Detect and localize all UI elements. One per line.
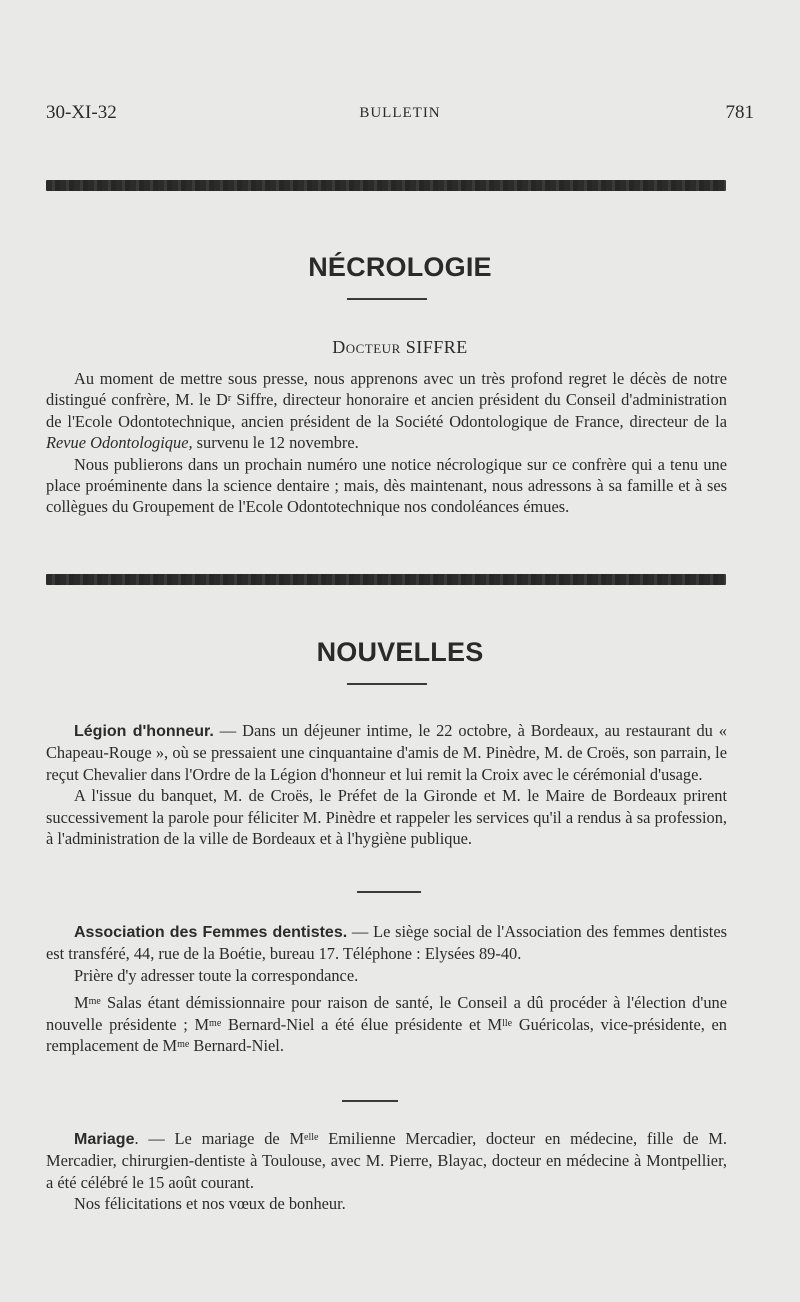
news-separator — [342, 1100, 398, 1102]
news-lead: Légion d'honneur. — [74, 723, 214, 740]
title-underline — [347, 298, 427, 300]
title-underline — [347, 683, 427, 685]
subtitle-name: SIFFRE — [405, 337, 468, 357]
nouvelles-title: NOUVELLES — [316, 637, 484, 667]
running-header — [46, 102, 754, 130]
header-date: 30-XI-32 — [46, 102, 117, 123]
news-paragraph: Prière d'y adresser toute la correspondance. — [74, 965, 359, 985]
news-lead: Mariage — [74, 1131, 135, 1148]
obituary-text — [46, 368, 727, 518]
news-paragraph: Association des Femmes dentistes. — Le siège social de l'Association des femmes dentistes est transféré, 44, rue de la Boétie, bureau 17. Téléphone : Elysées 89-40. — [46, 922, 727, 964]
header-page-number: 781 — [725, 102, 754, 123]
news-legion-honneur — [46, 720, 727, 849]
subtitle-prefix: Docteur — [332, 337, 401, 357]
news-paragraph: Nos félicitations et nos vœux de bonheur. — [74, 1194, 346, 1214]
section-divider-bar — [46, 574, 726, 585]
obituary-subtitle — [0, 337, 800, 358]
news-mariage — [46, 1128, 727, 1215]
news-paragraph: A l'issue du banquet, M. de Croës, le Préfet de la Gironde et M. le Maire de Bordeaux prirent successivement la parole pour féliciter M. Pinèdre et rappeler les services qu'il a rendus à sa profession, à l'administration de la ville de Bordeaux et à l'hygiène publique. — [46, 786, 727, 849]
section-divider-bar — [46, 180, 726, 191]
news-separator — [357, 891, 421, 893]
header-publication: BULLETIN — [359, 105, 441, 121]
necrologie-title: NÉCROLOGIE — [308, 252, 492, 282]
news-lead: Association des Femmes dentistes. — [74, 924, 348, 941]
news-paragraph: Mariage. — Le mariage de $M^{elle}$ Emilienne Mercadier, docteur en médecine, fille de M. Mercadier, chirurgien-dentiste à Toulouse, avec M. Pierre, Blayac, docteur en médecine à Montpellier, a été célébré le 15 août courant. — [46, 1129, 727, 1192]
obituary-paragraph-1: Au moment de mettre sous presse, nous apprenons avec un très profond regret le décès de notre distingué confrère, M. le $D^r$ Siffre, directeur honoraire et ancien président du Conseil d'administration de l'Ecole Odontotechnique, ancien président de la Société Odontologique de France, directeur de la Revue Odontologique, survenu le 12 novembre. — [46, 369, 727, 453]
news-paragraph: $M^{me}$ Salas étant démissionnaire pour raison de santé, le Conseil a dû procéder à l'élection d'une nouvelle présidente ; $M^{me}$ Bernard-Niel a été élue présidente et $M^{lle}$ Guéricolas, vice-présidente, en remplacement de $M^{me}$ Bernard-Niel. — [46, 993, 727, 1056]
news-association-femmes-dentistes — [46, 921, 727, 1056]
news-paragraph: Légion d'honneur. — Dans un déjeuner intime, le 22 octobre, à Bordeaux, au restaurant du « Chapeau-Rouge », où se pressaient une cinquantaine d'amis de M. Pinèdre, M. de Croës, son parrain, le reçut Chevalier dans l'Ordre de la Légion d'honneur et lui remit la Croix avec le cérémonial d'usage. — [46, 721, 727, 784]
obituary-paragraph-2: Nous publierons dans un prochain numéro une notice nécrologique sur ce confrère qui a tenu une place proéminente dans la science dentaire ; mais, dès maintenant, nous adressons à sa famille et à ses collègues du Groupement de l'Ecole Odontotechnique nos condoléances émues. — [46, 454, 727, 517]
